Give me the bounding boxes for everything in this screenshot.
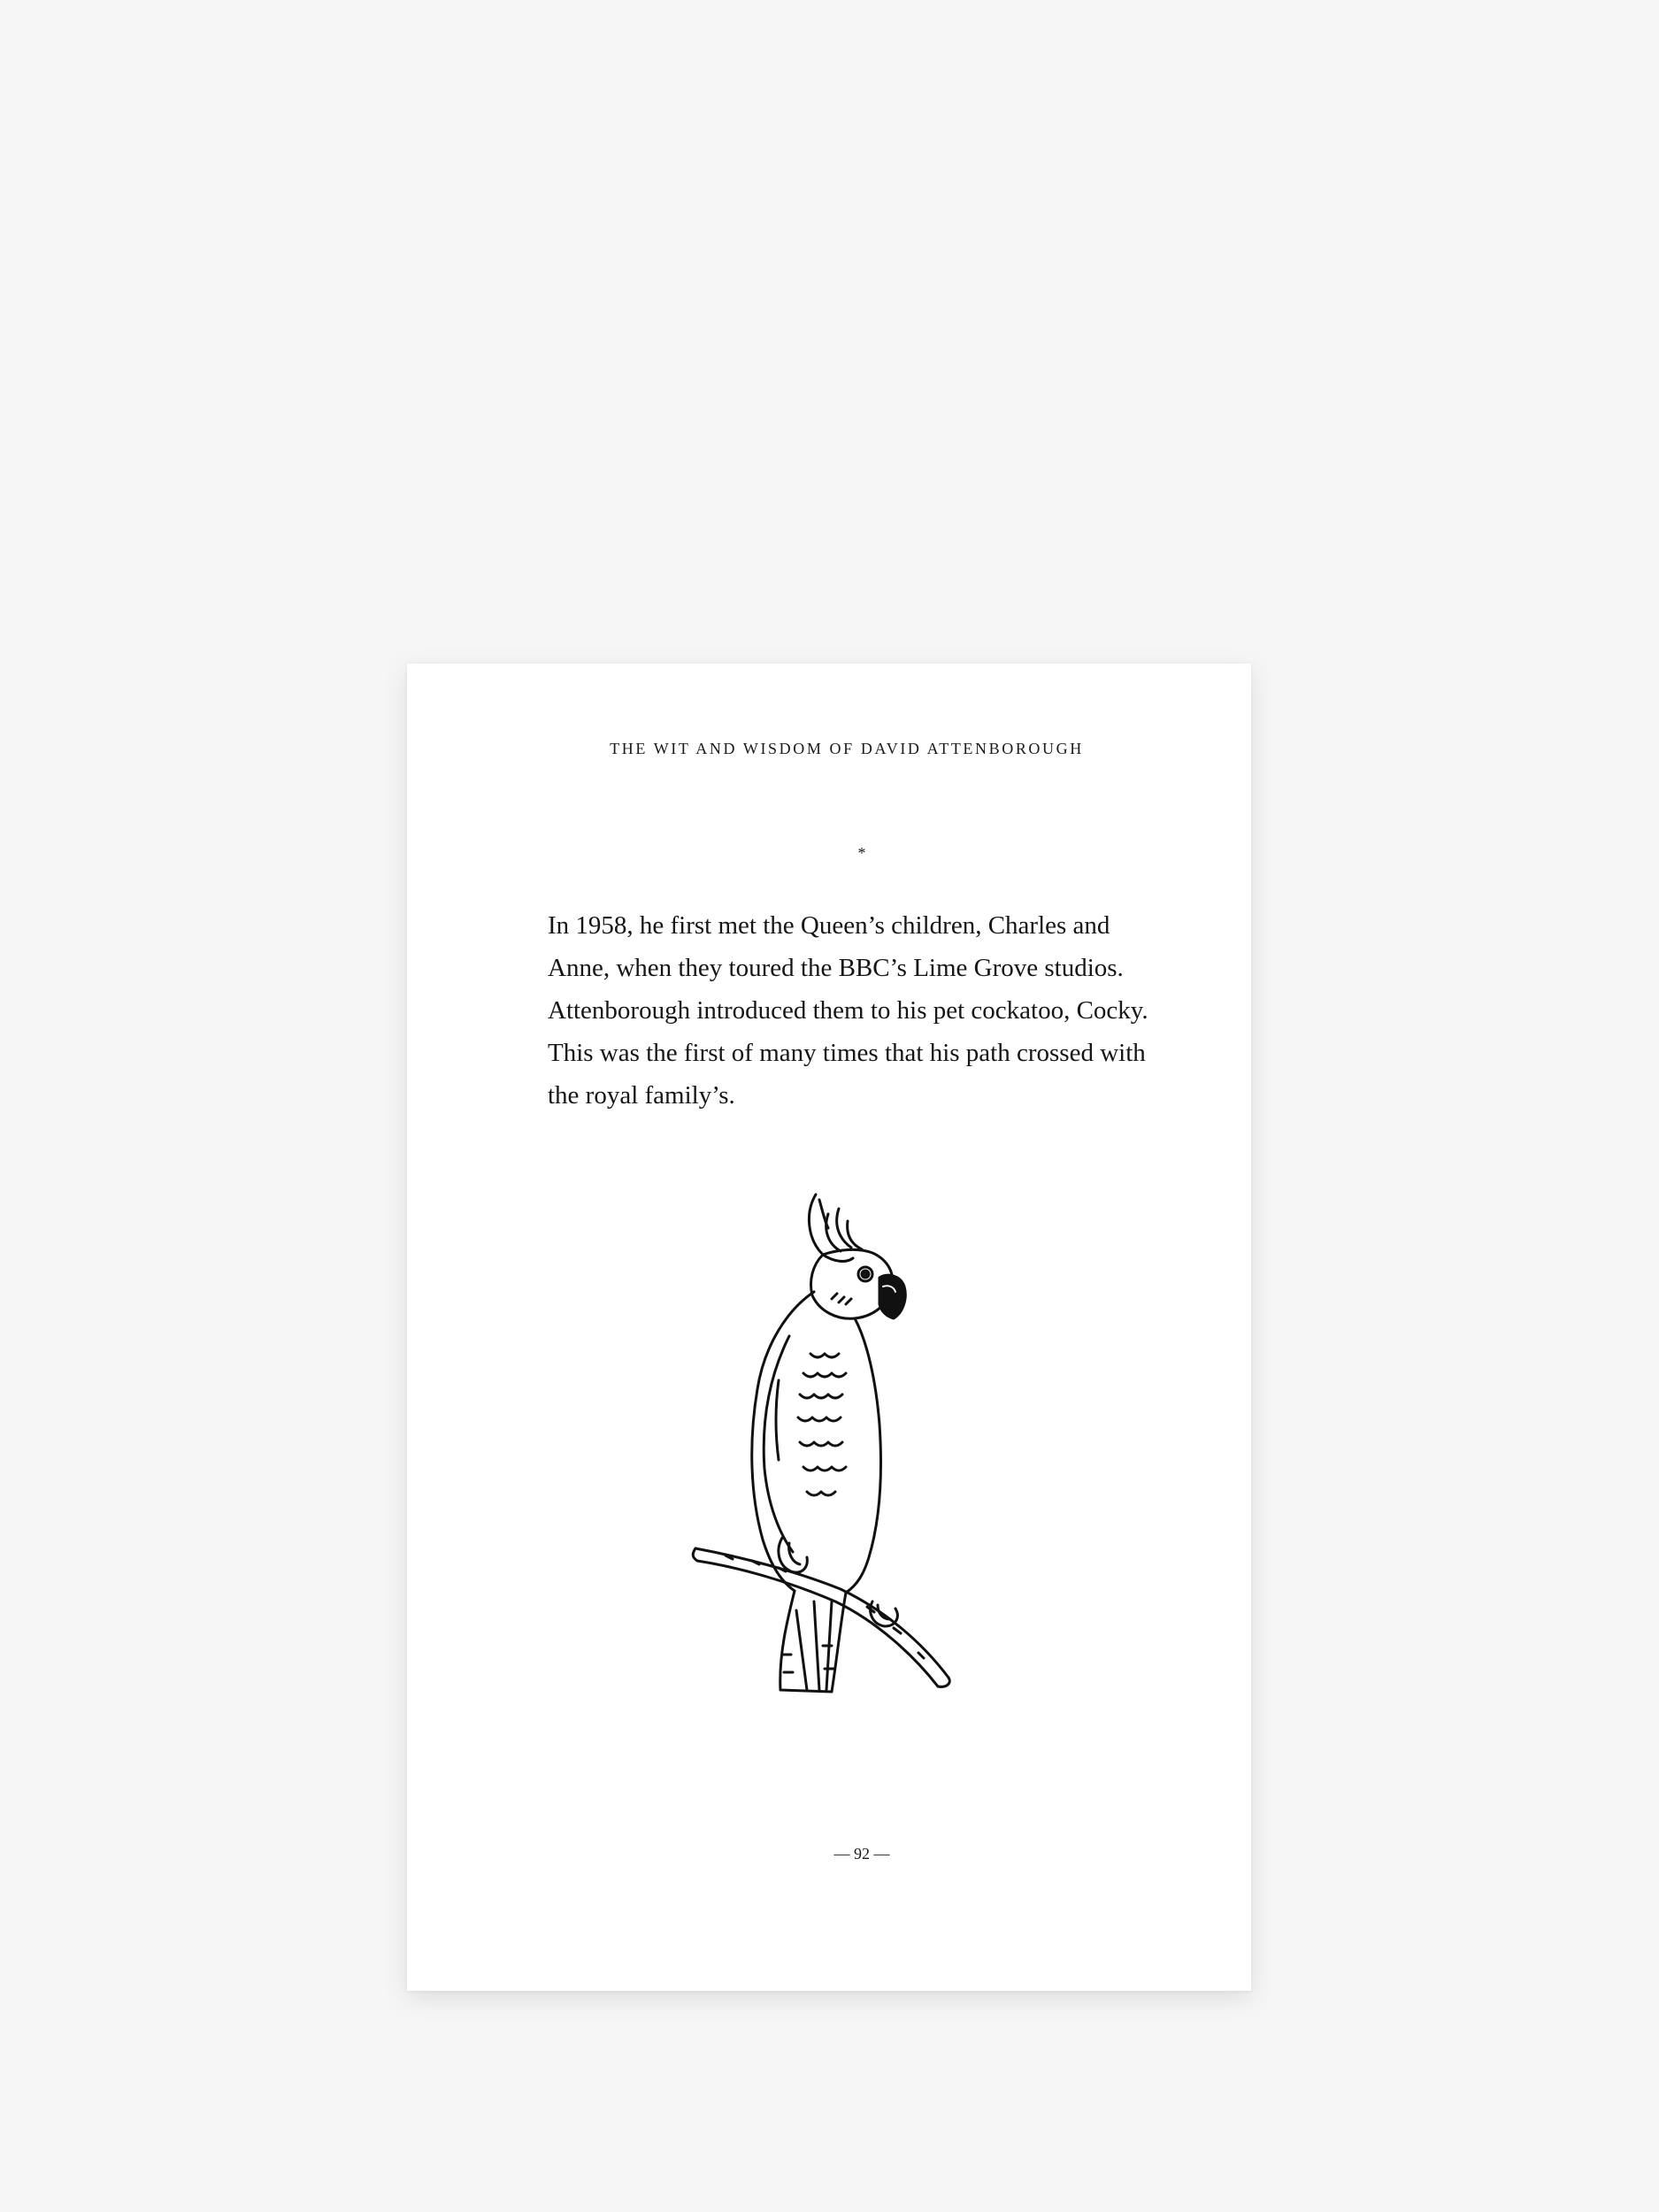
book-page [407,664,1251,1991]
body-text [548,904,1158,1117]
section-ornament: * [857,844,866,862]
cockatoo-illustration-icon [690,1186,973,1699]
body-paragraph: In 1958, he first met the Queen’s children, Charles and Anne, when they toured the BBC’s Lime Grove studios. Attenborough introduced them to his pet cockatoo, Cocky. This was the first of many times that his path crossed with the royal family’s. [548,911,1148,1110]
page-number: — 92 — [833,1845,890,1863]
running-head: THE WIT AND WISDOM OF DAVID ATTENBOROUGH [610,740,1084,757]
